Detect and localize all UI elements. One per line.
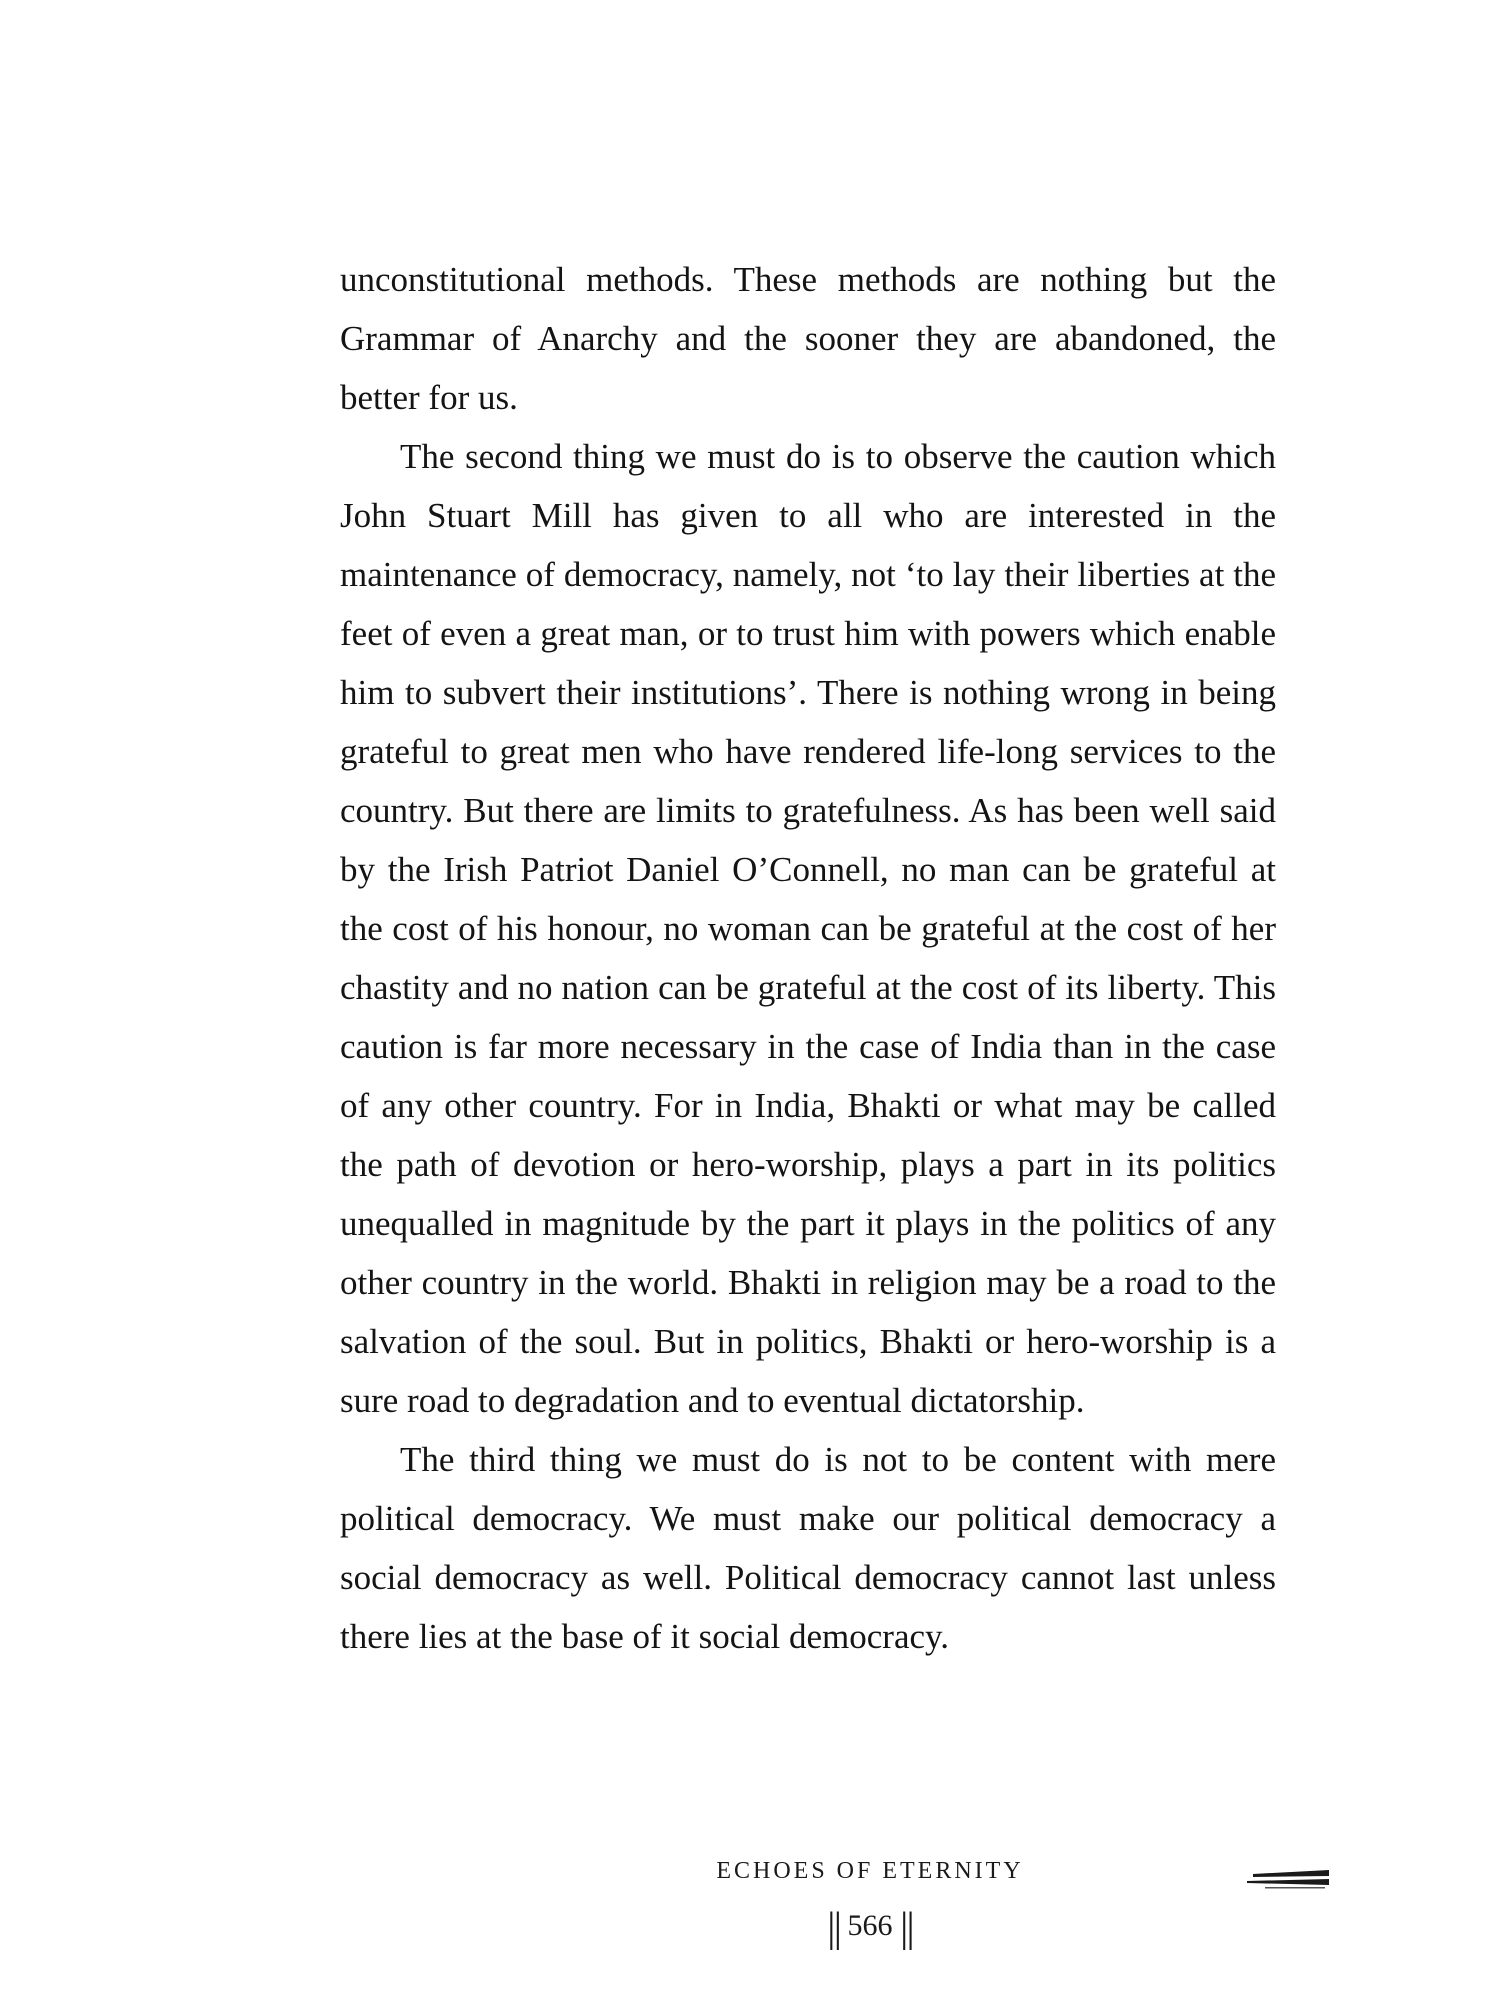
paragraph-third-thing: The third thing we must do is not to be content with mere political democracy. We must make our political democracy a social democracy as well. Political democracy cannot last unless there lies at the base of it social democracy. [340,1440,1276,1656]
body-text [340,250,1276,1666]
running-footer-title: ECHOES OF ETERNITY [716,1858,1024,1884]
page-number-bar-right: || [900,1905,913,1951]
paragraph-continuation: unconstitutional methods. These methods are nothing but the Grammar of Anarchy and the sooner they are abandoned, the better for us. [340,260,1276,417]
page-number-bar-left: || [827,1905,840,1951]
page-number-value: 566 [847,1909,893,1942]
paragraph-second-thing: The second thing we must do is to observe the caution which John Stuart Mill has given to all who are interested in the maintenance of democracy, namely, not ‘to lay their liberties at the feet of even a great man, or to trust him with powers which enable him to subvert their institutions’. There is nothing wrong in being grateful to great men who have rendered life-long services to the country. But there are limits to gratefulness. As has been well said by the Irish Patriot Daniel O’Connell, no man can be grateful at the cost of his honour, no woman can be grateful at the cost of her chastity and no nation can be grateful at the cost of its liberty. This caution is far more necessary in the case of India than in the case of any other country. For in India, Bhakti or what may be called the path of devotion or hero-worship, plays a part in its politics unequalled in magnitude by the part it plays in the politics of any other country in the world. Bhakti in religion may be a road to the salvation of the soul. But in politics, Bhakti or hero-worship is a sure road to degradation and to eventual dictatorship. [340,437,1276,1420]
page-number [720,1904,1020,1952]
footer-ornament-icon [1245,1868,1331,1890]
